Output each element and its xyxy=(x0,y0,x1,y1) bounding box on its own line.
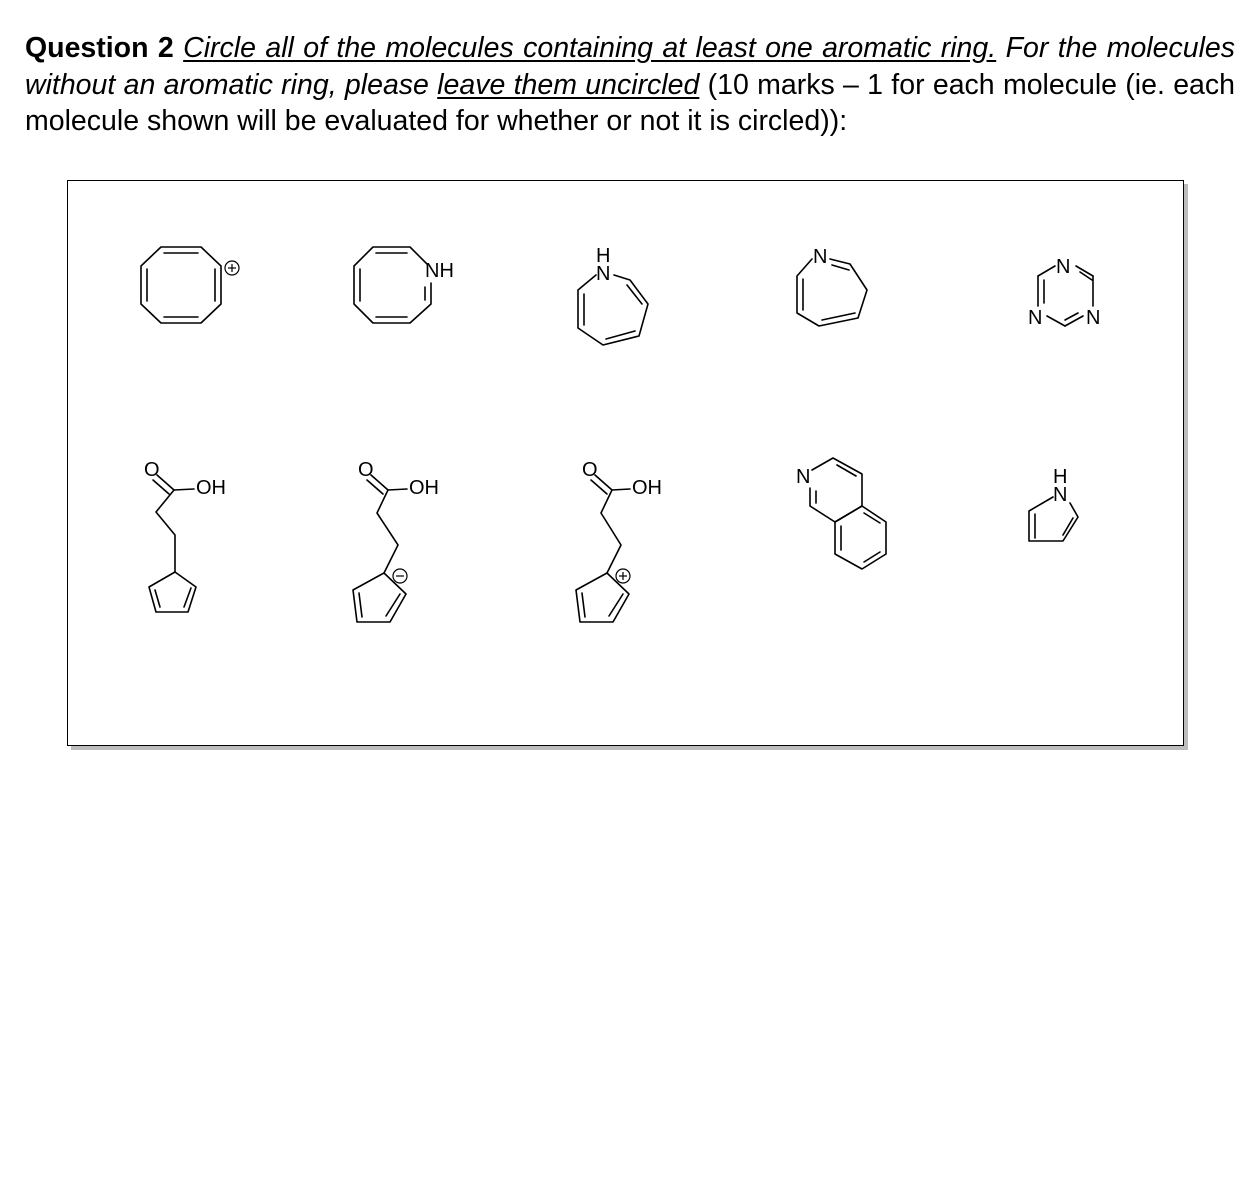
h-atom-label: H xyxy=(596,245,611,267)
n-atom-label: N xyxy=(596,263,611,285)
positive-charge-icon xyxy=(225,261,239,275)
question-text-a: For the molecules without an aromatic ring, please xyxy=(25,32,1236,101)
molecule-pyrrole[interactable] xyxy=(1029,466,1078,541)
oh-atom-label: OH xyxy=(196,477,226,499)
oh-atom-label: OH xyxy=(409,477,439,499)
n-atom-label: N xyxy=(1086,307,1101,329)
question-emphasis: leave them uncircled xyxy=(437,68,700,101)
negative-charge-icon xyxy=(393,569,407,583)
o-atom-label: O xyxy=(358,459,374,481)
question-text-b: (10 marks – 1 for each molecule (ie. each molecule shown will be evaluated for whether or not it is circled)): xyxy=(25,68,1235,137)
molecule-azocine[interactable] xyxy=(354,247,454,323)
molecule-1h-azepine[interactable] xyxy=(578,245,648,345)
molecule-isoquinoline[interactable] xyxy=(796,458,886,569)
molecule-triazine[interactable] xyxy=(1028,256,1100,329)
molecule-cyclopentadienide-propanoic-acid[interactable] xyxy=(353,459,439,622)
nh-atom-label: NH xyxy=(425,260,454,282)
molecule-cyclooctatetraenyl-cation[interactable] xyxy=(141,247,239,323)
molecule-2h-azepine[interactable] xyxy=(797,246,867,326)
n-atom-label: N xyxy=(1053,484,1068,506)
h-atom-label: H xyxy=(1053,466,1068,488)
molecule-cyclopentenyl-propanoic-acid[interactable] xyxy=(144,459,226,612)
oh-atom-label: OH xyxy=(632,477,662,499)
positive-charge-icon xyxy=(616,569,630,583)
o-atom-label: O xyxy=(582,459,598,481)
n-atom-label: N xyxy=(796,466,811,488)
n-atom-label: N xyxy=(1028,307,1043,329)
n-atom-label: N xyxy=(1056,256,1071,278)
question-instruction: Circle all of the molecules containing at least one aromatic ring. xyxy=(183,32,997,64)
molecule-cyclopentadienyl-cation-propanoic-acid[interactable] xyxy=(576,459,662,622)
o-atom-label: O xyxy=(144,459,160,481)
question-label: Question 2 xyxy=(25,32,174,64)
n-atom-label: N xyxy=(813,246,828,268)
